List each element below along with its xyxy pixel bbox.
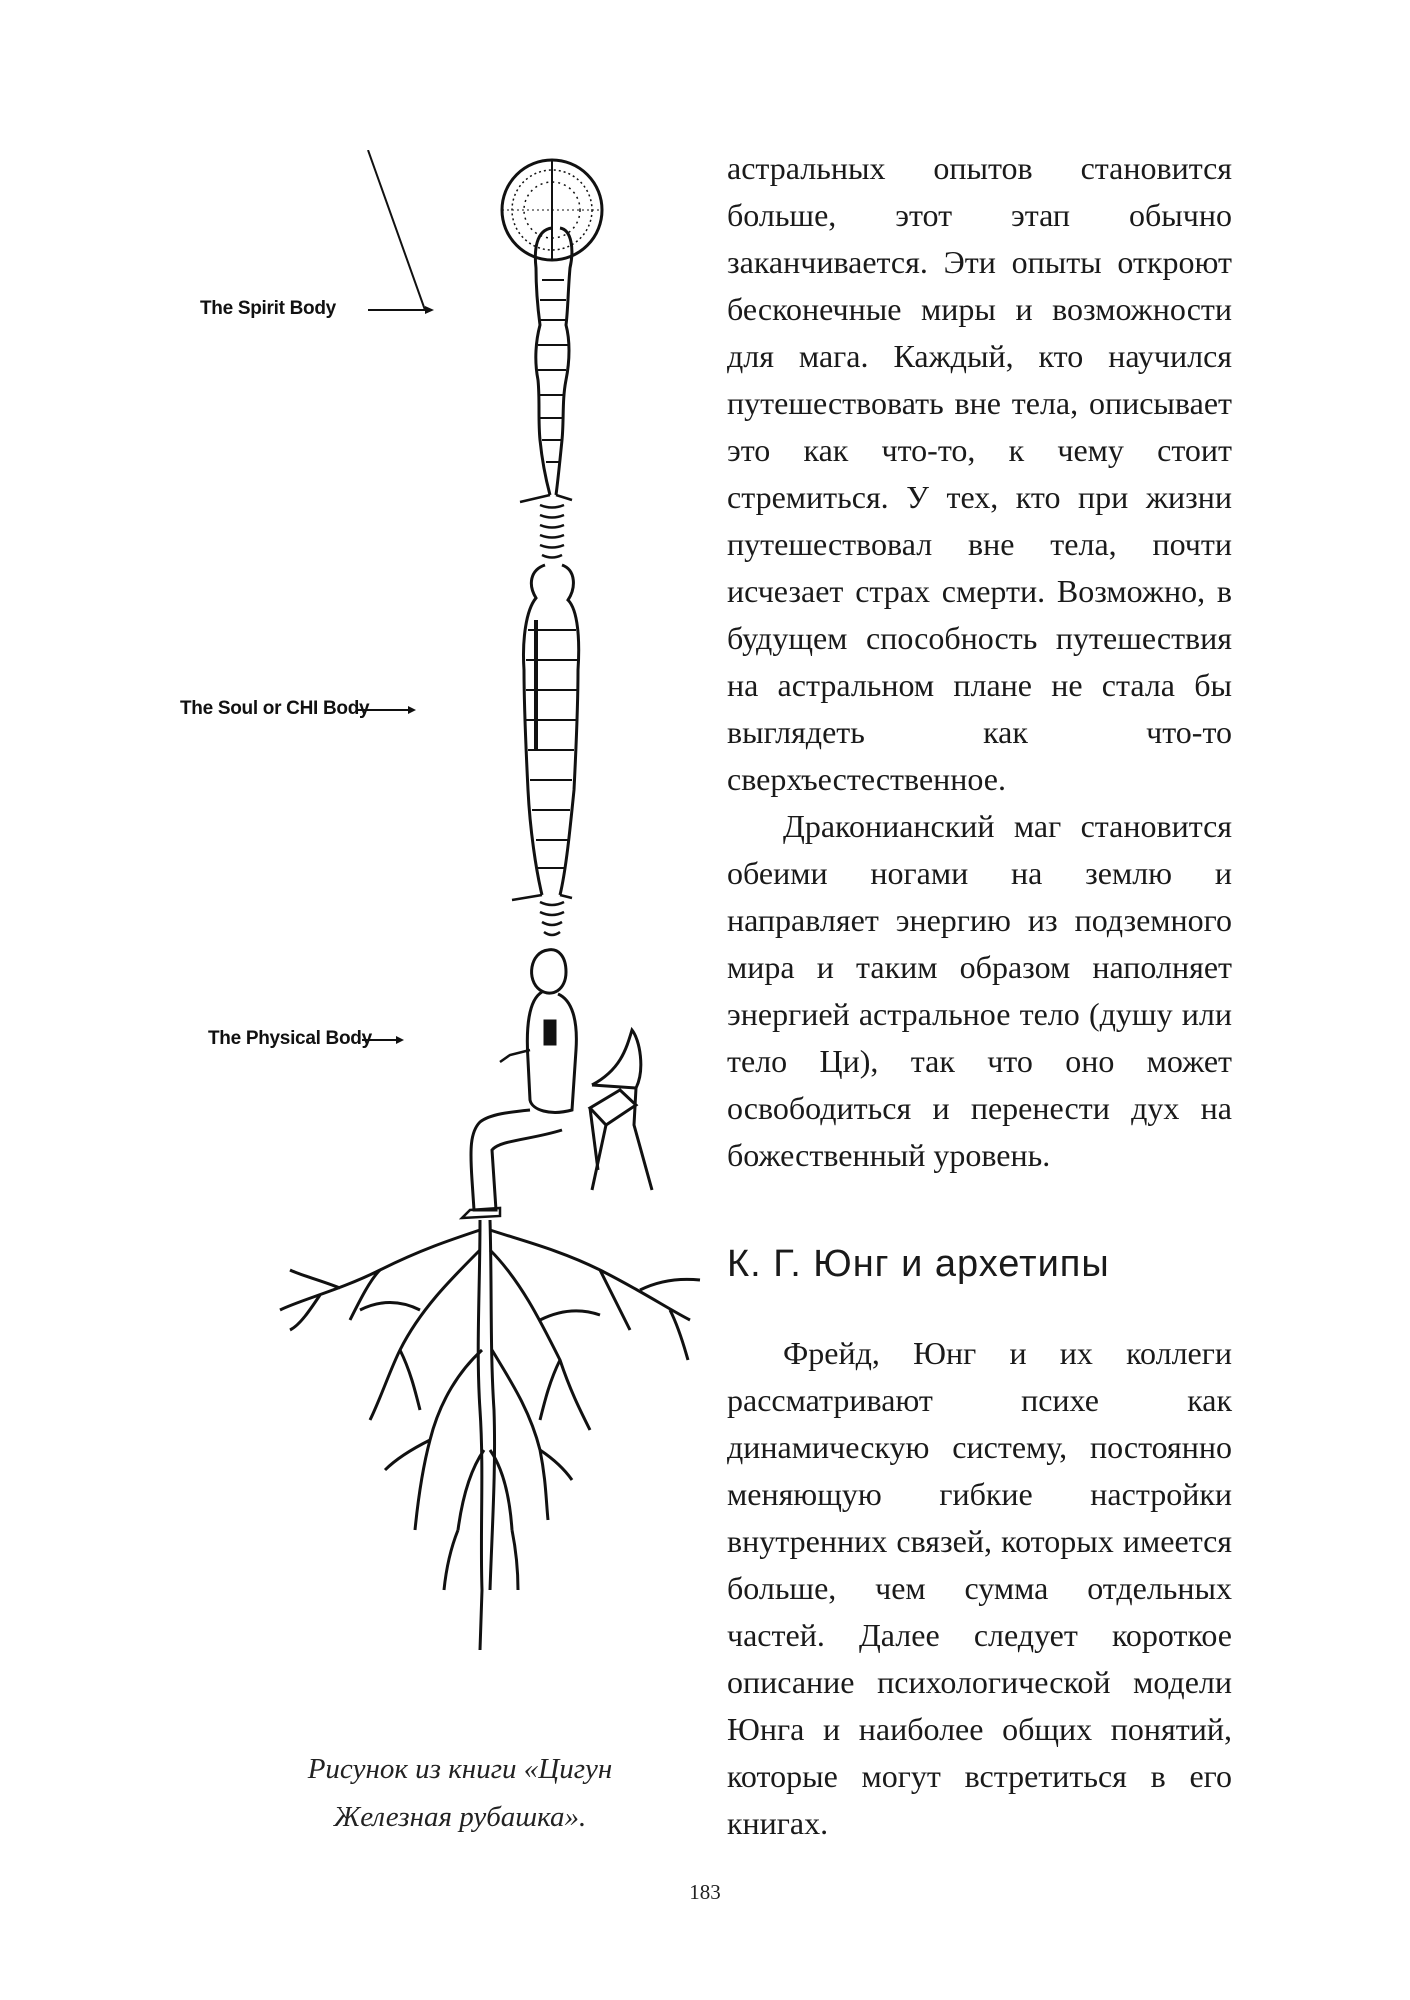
caption-line-1: Рисунок из книги «Цигун xyxy=(307,1753,613,1785)
paragraph-2: Драконианский маг становится обеими ногами на землю и направляет энергию из подземного мира и таким образом наполняет энергией астральное тело (душу или тело Ци), так что оно может освободиться и перенести дух на божественный уровень. xyxy=(727,808,1232,1173)
paragraph-1: астральных опытов становится больше, этот этап обычно заканчивается. Эти опыты откроют бесконечные миры и возможности для мага. Каждый, кто научился путешествовать вне тела, описывает это как что-то, к чему стоит стремиться. У тех, кто при жизни путешествовал вне тела, почти исчезает страх смерти. Возможно, в будущем способность путешествия на астральном плане не стала бы выглядеть как что-то сверхъестественное. xyxy=(727,150,1232,797)
label-soul-body: The Soul or CHI Body xyxy=(180,698,370,719)
main-text-column xyxy=(727,145,1232,1847)
qigong-figure xyxy=(180,150,720,1690)
spirit-body-drawing xyxy=(520,228,572,558)
physical-body-drawing xyxy=(462,950,652,1218)
page-number: 183 xyxy=(689,1880,721,1904)
roots-drawing xyxy=(280,1220,700,1650)
label-physical-body: The Physical Body xyxy=(208,1028,372,1049)
figure-caption xyxy=(250,1745,670,1841)
soul-body-drawing xyxy=(512,565,579,935)
spirit-pointer xyxy=(368,150,425,310)
halo-drawing xyxy=(502,160,602,260)
label-spirit-body: The Spirit Body xyxy=(200,298,336,319)
paragraph-3: Фрейд, Юнг и их коллеги рассматривают психе как динамическую систему, постоянно меняющую гибкие настройки внутренних связей, которых имеется больше, чем сумма отдельных частей. Далее следует короткое описание психологической модели Юнга и наиболее общих понятий, которые могут встретиться в его книгах. xyxy=(727,1335,1232,1841)
section-heading: К. Г. Юнг и архетипы xyxy=(727,1243,1110,1285)
figure-illustration xyxy=(200,150,720,1690)
caption-line-2: Железная рубашка». xyxy=(333,1801,587,1833)
